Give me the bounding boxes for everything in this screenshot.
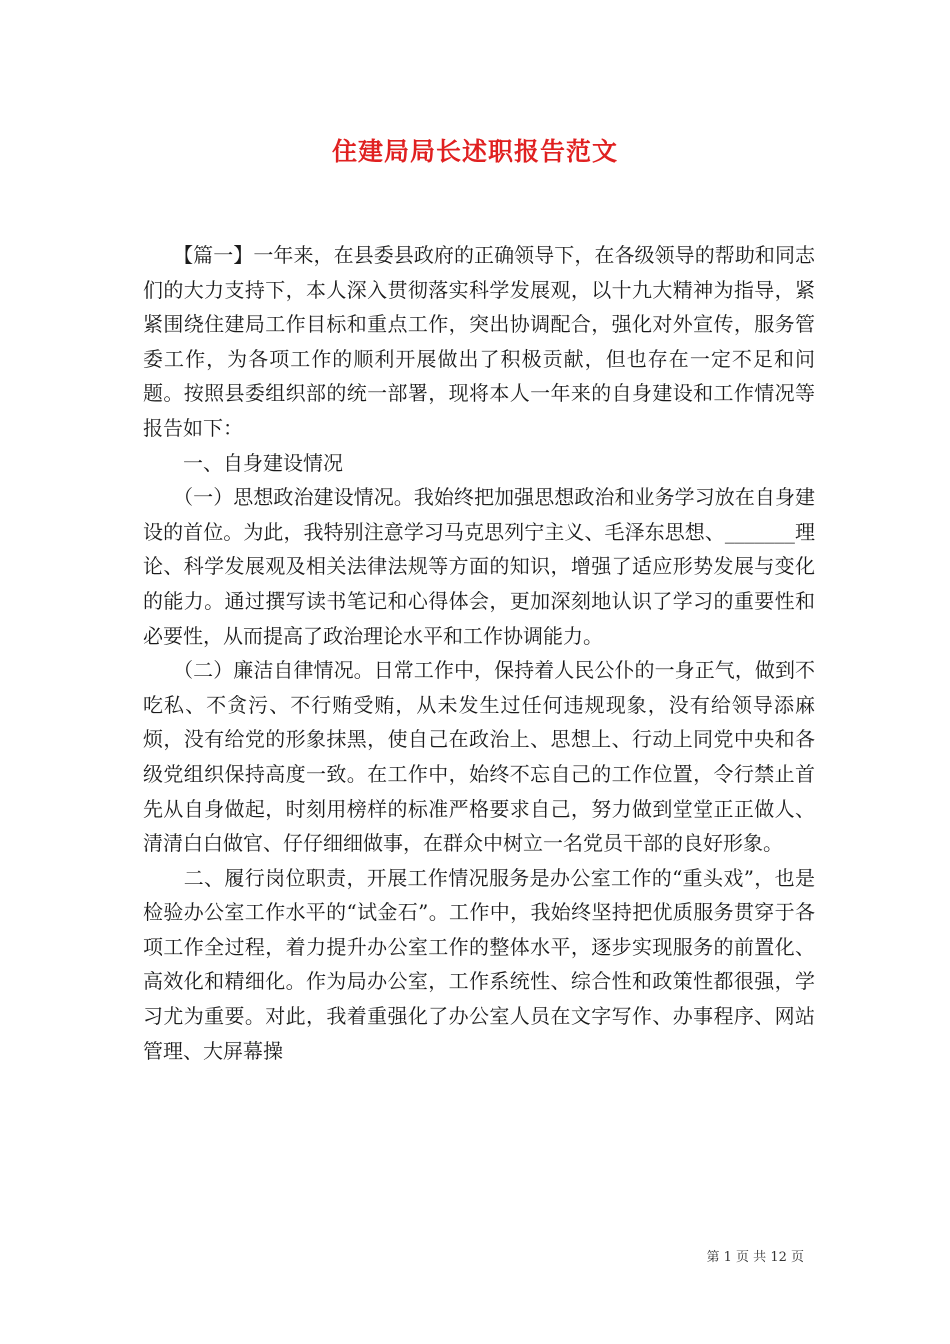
section-heading: 一、自身建设情况 <box>143 450 343 475</box>
paragraph: 二、履行岗位职责，开展工作情况服务是办公室工作的“重头戏”，也是检验办公室工作水平的“试金石”。工作中，我始终坚持把优质服务贯穿于各项工作全过程，着力提升办公室工作的整体水平，逐步实现服务的前置化、高效化和精细化。作为局办公室，工作系统性、综合性和政策性都很强，学习尤为重要。对此，我着重强化了办公室人员在文字写作、办事程序、网站管理、大屏幕操 <box>143 865 815 1063</box>
paragraph: 【篇一】一年来，在县委县政府的正确领导下，在各级领导的帮助和同志们的大力支持下，本人深入贯彻落实科学发展观，以十九大精神为指导，紧紧围绕住建局工作目标和重点工作，突出协调配合，强化对外宣传，服务管委工作，为各项工作的顺利开展做出了积极贡献，但也存在一定不足和问题。按照县委组织部的统一部署，现将本人一年来的自身建设和工作情况等报告如下： <box>143 243 815 440</box>
document-title: 住建局局长述职报告范文 <box>331 137 618 166</box>
paragraph: （一）思想政治建设情况。我始终把加强思想政治和业务学习放在自身建设的首位。为此，我特别注意学习马克思列宁主义、毛泽东思想、_______理论、科学发展观及相关法律法规等方面的知识，增强了适应形势发展与变化的能力。通过撰写读书笔记和心得体会，更加深刻地认识了学习的重要性和必要性，从而提高了政治理论水平和工作协调能力。 <box>143 485 815 648</box>
page-number: 第 1 页 共 12 页 <box>706 1250 804 1265</box>
document-body <box>143 238 815 1068</box>
paragraph: （二）廉洁自律情况。日常工作中，保持着人民公仆的一身正气，做到不吃私、不贪污、不行贿受贿，从未发生过任何违规现象，没有给领导添麻烦，没有给党的形象抹黑，使自己在政治上、思想上、行动上同党中央和各级党组织保持高度一致。在工作中，始终不忘自己的工作位置，令行禁止首先从自身做起，时刻用榜样的标准严格要求自己，努力做到堂堂正正做人、清清白白做官、仔仔细细做事，在群众中树立一名党员干部的良好形象。 <box>143 658 815 856</box>
